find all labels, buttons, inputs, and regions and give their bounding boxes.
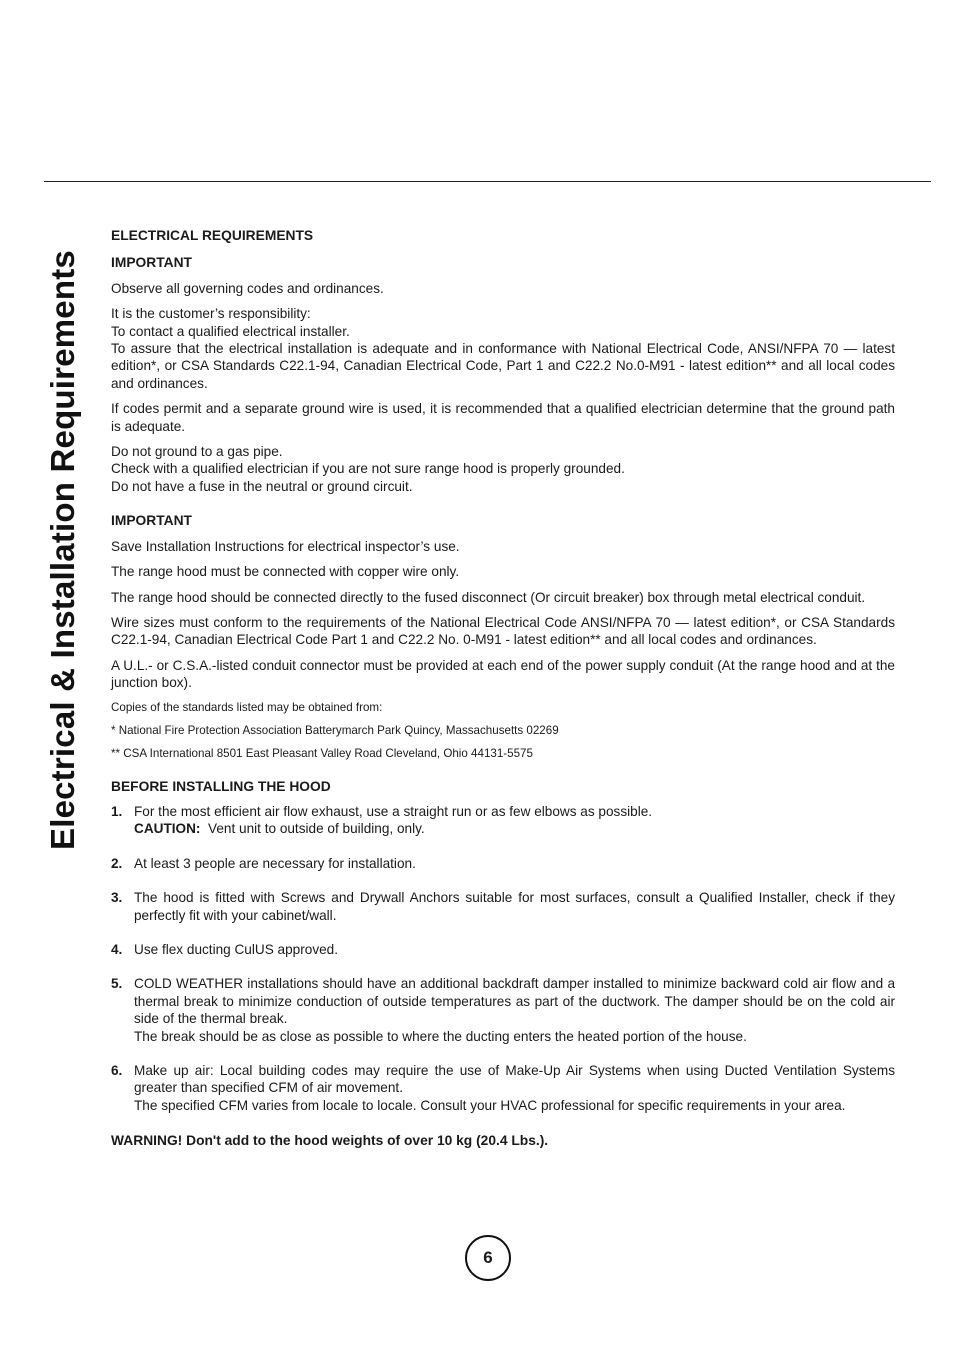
step-text: The hood is fitted with Screws and Drywall Anchors suitable for most surfaces, consult a Qualified Installer, check if they perfectly fit with your cabinet/wall. <box>134 890 895 923</box>
caution-text: Vent unit to outside of building, only. <box>208 821 425 837</box>
step-text: Use flex ducting CulUS approved. <box>134 941 339 957</box>
responsibility-line: To contact a qualified electrical installer. <box>111 323 350 339</box>
grounding-line: Do not have a fuse in the neutral or ground circuit. <box>111 478 413 494</box>
top-divider <box>44 181 931 182</box>
responsibility-paragraph <box>111 305 895 392</box>
side-section-title: Electrical & Installation Requirements <box>44 250 81 850</box>
nfpa-address-note: * National Fire Protection Association Batterymarch Park Quincy, Massachusetts 02269 <box>111 723 559 737</box>
step-number: 2. <box>111 855 123 871</box>
important-heading-1: IMPORTANT <box>111 255 192 271</box>
main-content <box>111 227 895 1150</box>
important-heading-2: IMPORTANT <box>111 513 192 529</box>
list-item <box>111 803 895 838</box>
step-text: For the most efficient air flow exhaust, use a straight run or as few elbows as possible. <box>134 803 653 819</box>
installation-steps-list <box>111 803 895 1114</box>
step-text: The break should be as close as possible to where the ducting enters the heated portion of the house. <box>134 1028 747 1044</box>
step-text: Make up air: Local building codes may require the use of Make-Up Air Systems when using Ducted Ventilation Systems greater than specified CFM of air movement. <box>134 1063 895 1096</box>
responsibility-line: To assure that the electrical installation is adequate and in conformance with National Electrical Code, ANSI/NFPA 70 — latest edition*, or CSA Standards C22.1-94, Canadian Electrical Code, Part 1 and C22.2 No.0-M91 - latest edition** and all local codes and ordinances. <box>111 341 895 391</box>
list-item <box>111 889 895 924</box>
electrical-requirements-heading: ELECTRICAL REQUIREMENTS <box>111 228 314 243</box>
weight-warning: WARNING! Don't add to the hood weights of over 10 kg (20.4 Lbs.). <box>111 1133 549 1149</box>
list-item <box>111 941 895 958</box>
ground-wire-text: If codes permit and a separate ground wire is used, it is recommended that a qualified electrician determine that the ground path is adequate. <box>111 401 895 434</box>
list-item <box>111 1062 895 1114</box>
grounding-line: Check with a qualified electrician if you are not sure range hood is properly grounded. <box>111 461 625 477</box>
inspector-text: Save Installation Instructions for electrical inspector’s use. <box>111 538 460 554</box>
copper-wire-text: The range hood must be connected with copper wire only. <box>111 564 460 580</box>
gas-pipe-paragraph <box>111 443 895 495</box>
responsibility-line: It is the customer’s responsibility: <box>111 306 311 322</box>
list-item <box>111 855 895 872</box>
step-number: 5. <box>111 976 123 992</box>
step-text: COLD WEATHER installations should have an additional backdraft damper installed to minimize backward cold air flow and a thermal break to minimize conduction of outside temperatures as part of the ductwork. The damper should be on the cold air side of the thermal break. <box>134 976 895 1027</box>
conduit-connector-text: A U.L.- or C.S.A.-listed conduit connector must be provided at each end of the power supply conduit (At the range hood and at the junction box). <box>111 657 895 691</box>
observe-codes-text: Observe all governing codes and ordinances. <box>111 280 384 296</box>
step-number: 3. <box>111 890 123 906</box>
caution-label: CAUTION: <box>134 821 201 837</box>
csa-address-note: ** CSA International 8501 East Pleasant Valley Road Cleveland, Ohio 44131-5575 <box>111 746 533 760</box>
caution-line <box>134 820 895 837</box>
step-number: 4. <box>111 941 123 957</box>
page-number-badge <box>465 1235 511 1281</box>
fused-disconnect-text: The range hood should be connected directly to the fused disconnect (Or circuit breaker) box through metal electrical conduit. <box>111 589 866 605</box>
step-text: At least 3 people are necessary for installation. <box>134 855 416 871</box>
wire-sizes-text: Wire sizes must conform to the requirements of the National Electrical Code ANSI/NFPA 70 — latest edition*, or CSA Standards C22.1-94, Canadian Electrical Code Part 1 and C22.2 No. 0-M91 - latest edition** and all local codes and ordinances. <box>111 614 895 648</box>
step-text: The specified CFM varies from locale to locale. Consult your HVAC professional for specific requirements in your area. <box>134 1097 846 1113</box>
page-number: 6 <box>483 1248 493 1267</box>
step-number: 6. <box>111 1063 123 1078</box>
standards-note: Copies of the standards listed may be obtained from: <box>111 700 383 714</box>
list-item <box>111 975 895 1045</box>
step-number: 1. <box>111 803 123 819</box>
before-installing-heading: BEFORE INSTALLING THE HOOD <box>111 778 331 794</box>
grounding-line: Do not ground to a gas pipe. <box>111 444 283 460</box>
